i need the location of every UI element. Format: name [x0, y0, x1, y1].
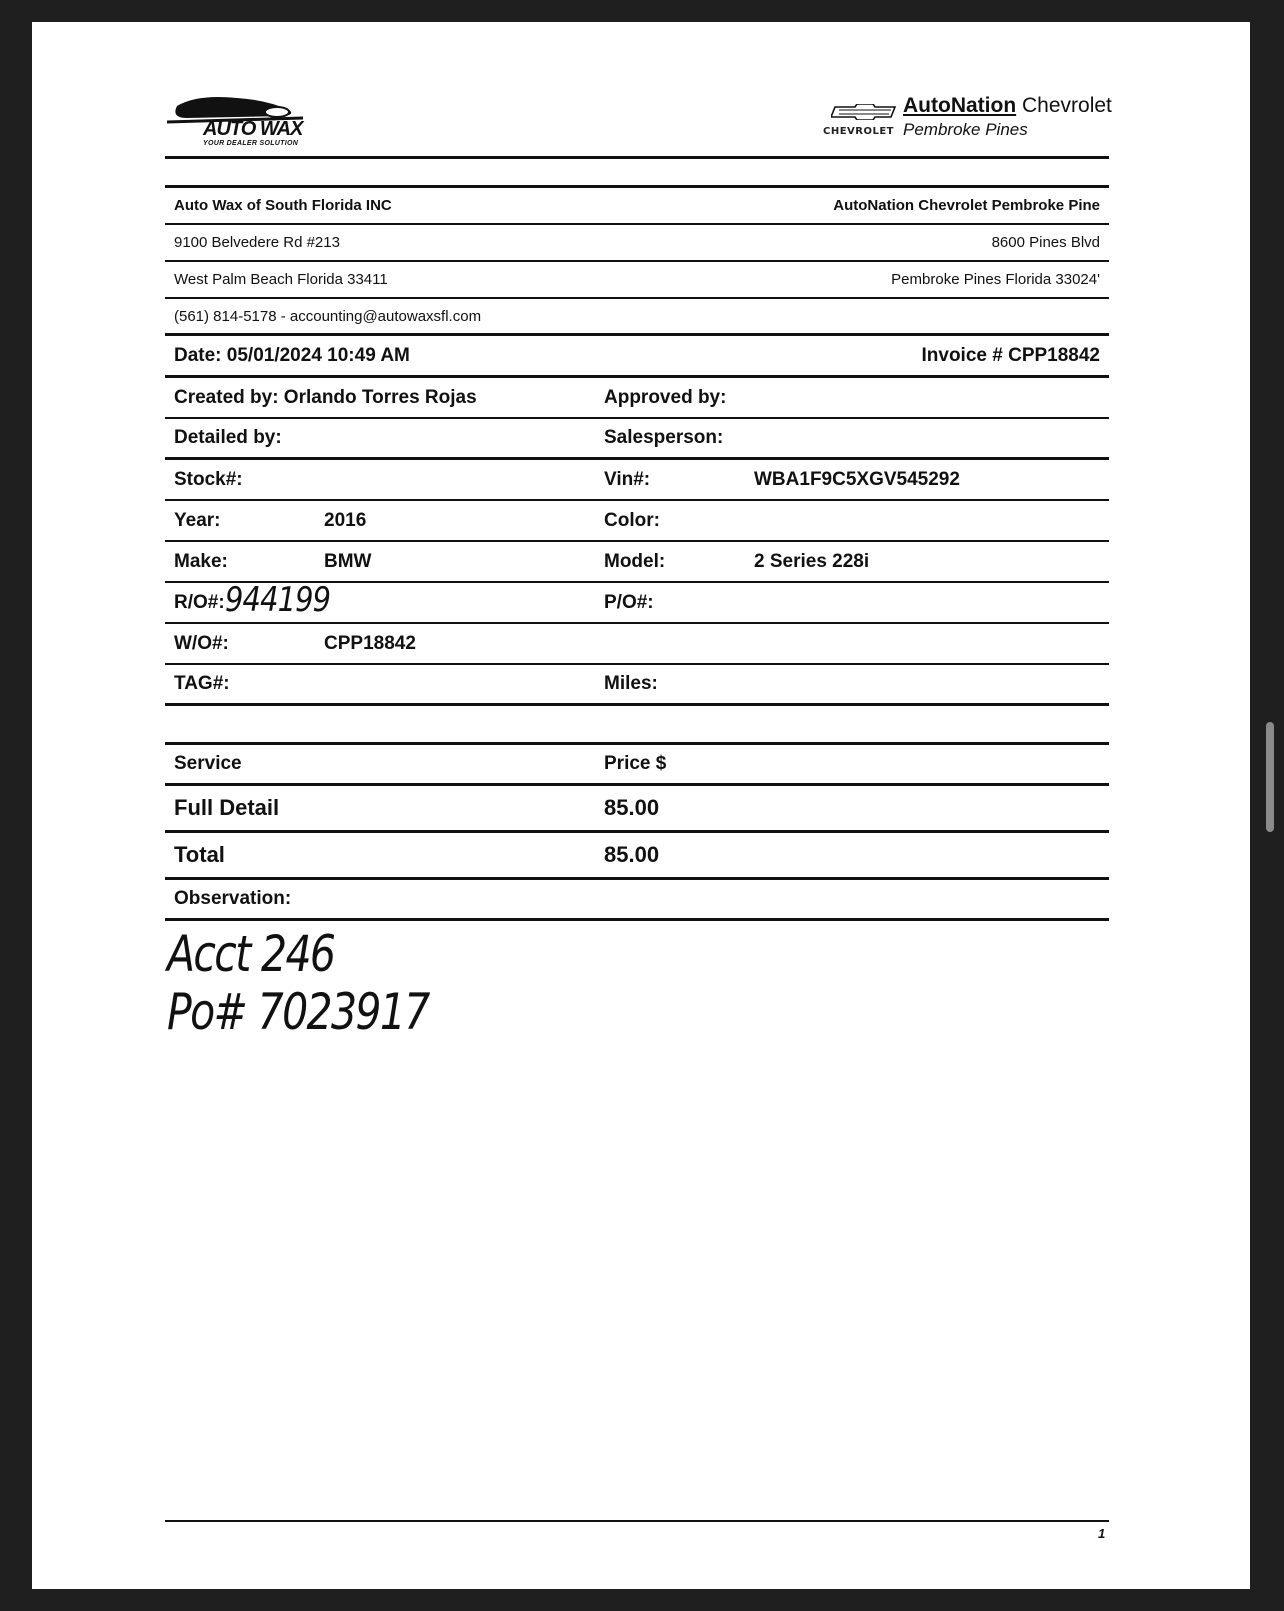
price-column-header: Price $ — [604, 753, 667, 774]
wo-row — [165, 624, 1109, 665]
dealer-city: Pembroke Pines Florida 33024' — [891, 271, 1100, 288]
stock-vin-row — [165, 460, 1109, 501]
autonation-wordmark — [903, 94, 1112, 118]
total-value: 85.00 — [604, 842, 660, 867]
ro-po-row — [165, 579, 1109, 624]
make-model-row — [165, 542, 1109, 583]
total-row — [165, 833, 1109, 880]
approved-by-label: Approved by: — [604, 386, 727, 408]
chevrolet-wordmark: CHEVROLET — [823, 126, 895, 137]
page-number: 1 — [1098, 1526, 1106, 1541]
model-value: 2 Series 228i — [754, 550, 870, 572]
address-row-city — [165, 262, 1109, 299]
year-label: Year: — [174, 509, 221, 531]
logo-header — [165, 78, 1112, 156]
autowax-logo — [167, 88, 307, 148]
footer-divider — [165, 1520, 1109, 1522]
autonation-location: Pembroke Pines — [903, 120, 1028, 139]
wo-label: W/O#: — [174, 632, 229, 654]
autowax-logo-text: AUTO WAX — [203, 118, 303, 140]
services-header-row — [165, 745, 1109, 786]
tag-label: TAG#: — [174, 673, 230, 694]
vendor-address: 9100 Belvedere Rd #213 — [174, 234, 340, 251]
invoice-date: Date: 05/01/2024 10:49 AM — [174, 344, 410, 366]
dealer-address: 8600 Pines Blvd — [991, 234, 1100, 251]
service-column-header: Service — [174, 753, 242, 774]
detailed-salesperson-row — [165, 419, 1109, 460]
created-by: Created by: Orlando Torres Rojas — [174, 386, 477, 408]
autowax-logo-tagline: YOUR DEALER SOLUTION — [203, 140, 299, 147]
address-row-names — [165, 188, 1109, 225]
vin-label: Vin#: — [604, 468, 651, 490]
make-value: BMW — [324, 550, 372, 572]
vendor-city: West Palm Beach Florida 33411 — [174, 271, 388, 288]
address-row-street — [165, 225, 1109, 262]
miles-label: Miles: — [604, 673, 658, 694]
total-label: Total — [174, 842, 225, 867]
vendor-name: Auto Wax of South Florida INC — [174, 197, 392, 214]
ro-label: R/O#: — [174, 591, 225, 613]
chevrolet-bowtie-icon — [831, 104, 899, 120]
color-label: Color: — [604, 509, 660, 531]
ro-handwritten-value: 944199 — [224, 579, 330, 620]
make-label: Make: — [174, 550, 228, 572]
handwritten-po: Po# 7023917 — [167, 983, 429, 1041]
salesperson-label: Salesperson: — [604, 427, 724, 448]
dealer-name: AutoNation Chevrolet Pembroke Pine — [833, 197, 1100, 214]
invoice-document — [165, 78, 1112, 1041]
wo-value: CPP18842 — [324, 632, 416, 654]
autonation-brand: AutoNation — [903, 94, 1017, 117]
observation-row — [165, 880, 1109, 921]
observation-handwriting — [165, 921, 1109, 1041]
observation-label: Observation: — [174, 888, 292, 909]
invoice-number: Invoice # CPP18842 — [921, 344, 1100, 366]
vendor-contact: (561) 814-5178 - accounting@autowaxsfl.com — [174, 307, 482, 325]
handwritten-account: Acct 246 — [167, 925, 335, 983]
address-row-contact — [165, 299, 1109, 336]
service-line-item — [165, 786, 1109, 833]
autonation-logo — [823, 94, 1112, 140]
detailed-by-label: Detailed by: — [174, 427, 282, 448]
autonation-make: Chevrolet — [1022, 94, 1112, 117]
tag-miles-row — [165, 665, 1109, 706]
po-label: P/O#: — [604, 591, 654, 613]
stock-label: Stock#: — [174, 468, 243, 490]
vin-value: WBA1F9C5XGV545292 — [754, 468, 960, 490]
created-approved-row — [165, 378, 1109, 419]
section-spacer — [165, 706, 1109, 745]
model-label: Model: — [604, 550, 666, 572]
year-color-row — [165, 501, 1109, 542]
invoice-date-row — [165, 336, 1109, 378]
service-name: Full Detail — [174, 795, 280, 820]
year-value: 2016 — [324, 509, 367, 531]
scrollbar[interactable] — [1266, 722, 1274, 832]
service-price: 85.00 — [604, 795, 660, 820]
